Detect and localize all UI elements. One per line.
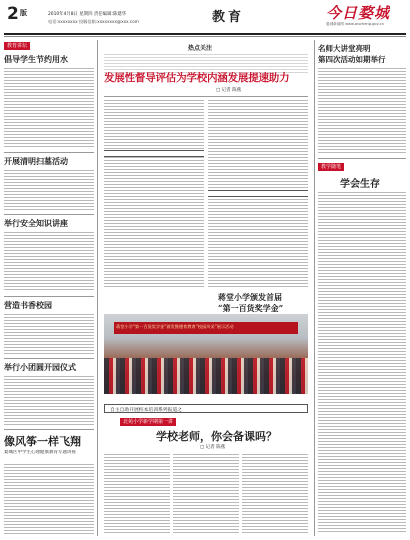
section-title: 教育 [212, 10, 245, 25]
photo-banner-text: 蒋堂小学“第一百货奖学金”颁发暨德育教育“校园风采”展示活动 [116, 324, 234, 329]
left-divider-5 [4, 429, 94, 430]
page-number: 2 [7, 5, 19, 23]
left-headline-2: 开展清明扫墓活动 [4, 156, 68, 166]
date-line: 2010年4月8日 星期四 责任编辑:陈建华 [48, 12, 127, 17]
top-story [100, 40, 312, 290]
left-body-6 [4, 464, 94, 534]
contact-line: 电话:xxxxxxxx 投稿信箱:xxxxxxxx@xxx.com [48, 19, 139, 24]
left-headline-3: 举行安全知识讲座 [4, 218, 68, 228]
left-column [4, 40, 94, 536]
left-divider-1 [4, 152, 94, 153]
essay-title: 学会生存 [340, 179, 380, 190]
right-body-1 [318, 68, 406, 154]
left-headline-6: 像风筝一样飞翔 [4, 435, 81, 448]
series-label: 自主自助开展校本培训系列报道之 [110, 407, 182, 413]
right-body-2 [318, 192, 406, 534]
right-divider [318, 158, 406, 159]
series-tag: 北苑小学新学期第一讲 [120, 418, 176, 426]
bottom-column-2 [173, 454, 239, 534]
brand-logo: 今日婺城 [326, 4, 391, 22]
page-suffix: 版 [20, 9, 27, 17]
main-byline: □ 记者 陈燕 [216, 88, 242, 93]
story-column-1 [104, 100, 204, 288]
center-right-separator [314, 40, 315, 536]
left-divider-4 [4, 358, 94, 359]
story-rule [104, 96, 308, 97]
right-column [318, 40, 406, 536]
masthead-rule-thin [4, 36, 406, 37]
subhead-box-2 [208, 190, 308, 197]
left-column-separator [97, 40, 98, 536]
bottom-column-1 [104, 454, 170, 534]
left-body-2 [4, 170, 94, 210]
story-kicker: 热点关注 [188, 45, 213, 52]
masthead-rule [4, 33, 406, 35]
right-tag: 教学随笔 [318, 163, 344, 171]
left-body-3 [4, 232, 94, 292]
left-headline-6-sub: 婺城区中学生心理健康教育专题讲座 [4, 450, 76, 455]
bottom-byline: □ 记者 陈燕 [200, 445, 226, 450]
left-body-5 [4, 376, 94, 426]
bottom-story [100, 402, 312, 536]
bottom-column-3 [242, 454, 308, 534]
brand-subline: 婺城新闻网 www.wucheng.gov.cn [326, 22, 384, 26]
bottom-headline: 学校老师，你会备课吗？ [156, 430, 277, 443]
left-column-tag: 教育讲坛 [4, 42, 30, 50]
photo-crowd [104, 358, 308, 394]
right-headline-1: 名师大讲堂亮明 [318, 44, 371, 53]
right-headline-2: 第四次活动如期举行 [318, 55, 386, 64]
main-headline: 发展性督导评估为学校内涵发展提速助力 [104, 72, 290, 84]
left-headline-4: 营造书香校园 [4, 300, 52, 310]
left-body-4 [4, 314, 94, 354]
masthead [0, 0, 410, 40]
photo-headline-2: “第一百货奖学金” [218, 303, 284, 313]
left-divider-3 [4, 296, 94, 297]
left-divider-2 [4, 214, 94, 215]
photo-headline-1: 蒋堂小学颁发首届 [218, 292, 282, 302]
subhead-box-1 [104, 150, 204, 157]
left-headline-5: 举行小团圆开园仪式 [4, 362, 76, 372]
event-photo [104, 314, 308, 394]
left-headline-1: 倡导学生节约用水 [4, 54, 68, 64]
photo-story [100, 290, 312, 402]
left-body-1 [4, 68, 94, 148]
